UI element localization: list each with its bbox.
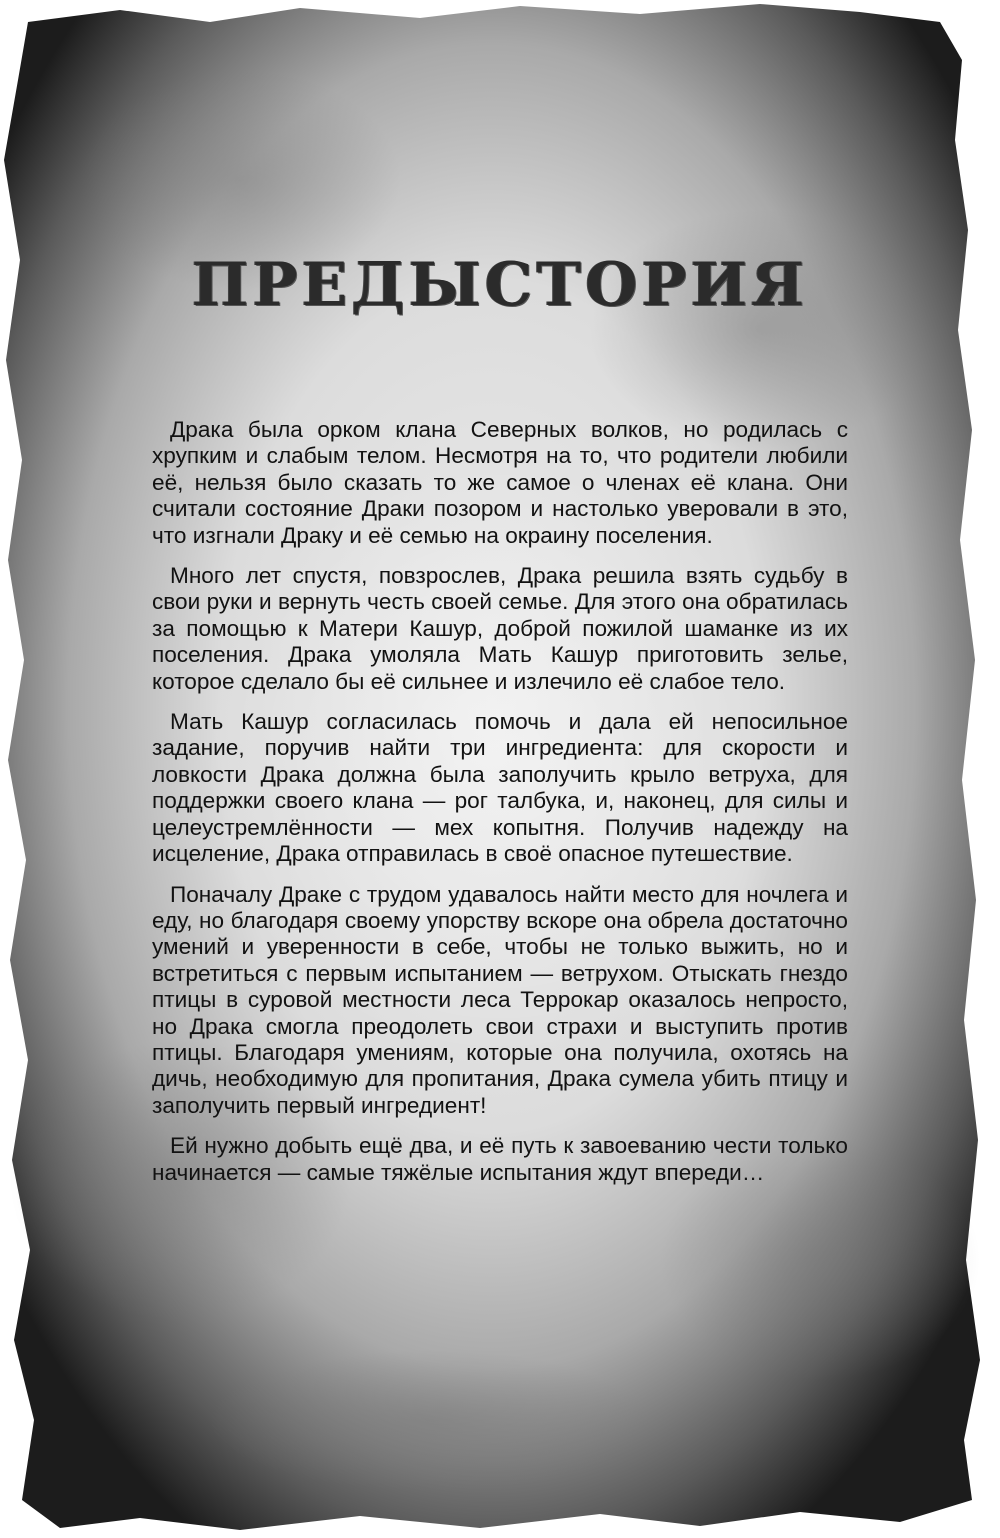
paragraph: Мать Кашур согласилась помочь и дала ей непосильное задание, поручив найти три ингредиента: для скорости и ловкости Драка должна была заполучить крыло ветруха, для поддержки своего клана — рог талбука, и, наконец, для силы и целеустремлённости — мех копытня. Получив надежду на исцеление, Драка отправилась в своё опасное путешествие. [152,709,848,867]
story-text [152,417,848,1200]
paragraph: Поначалу Драке с трудом удавалось найти место для ночлега и еду, но благодаря своему упорству вскоре она обрела достаточно умений и уверенности в себе, чтобы не только выжить, но и встретиться с первым испытанием — ветрухом. Отыскать гнездо птицы в суровой местности леса Террокар оказалось непросто, но Драка смогла преодолеть свои страхи и выступить против птицы. Благодаря умениям, которые она получила, охотясь на дичь, необходимую для пропитания, Драка сумела убить птицу и заполучить первый ингредиент! [152,881,848,1118]
paragraph: Много лет спустя, повзрослев, Драка решила взять судьбу в свои руки и вернуть честь своей семье. Для этого она обратилась за помощью к Матери Кашур, доброй пожилой шаманке из их поселения. Драка умоляла Мать Кашур приготовить зелье, которое сделало бы её сильнее и излечило её слабое тело. [152,563,848,694]
paragraph: Ей нужно добыть ещё два, и её путь к завоеванию чести только начинается — самые тяжёлые испытания ждут впереди… [152,1133,848,1185]
paragraph: Драка была орком клана Северных волков, но родилась с хрупким и слабым телом. Несмотря на то, что родители любили её, нельзя было сказать то же самое о членах её клана. Они считали состояние Драки позором и настолько уверовали в это, что изгнали Драку и её семью на окраину поселения. [152,417,848,548]
page-title: ПРЕДЫСТОРИЯ [191,250,809,320]
